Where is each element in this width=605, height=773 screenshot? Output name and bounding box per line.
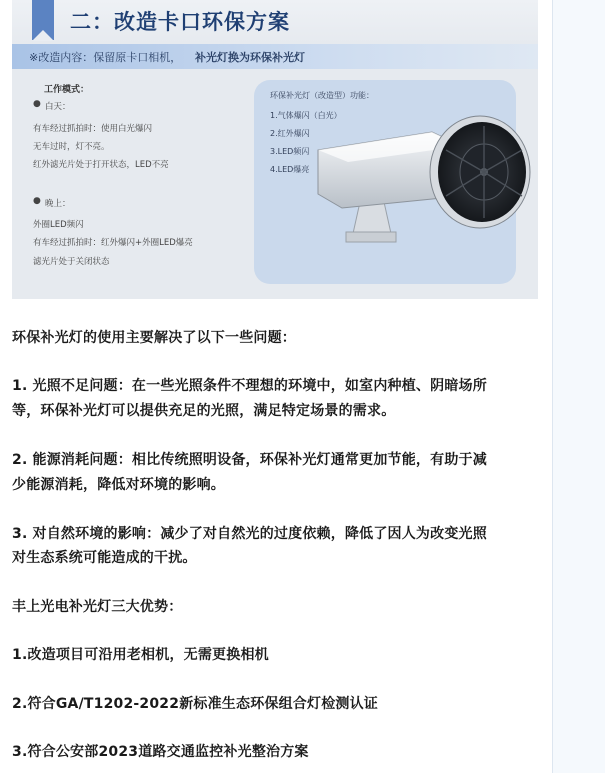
night-line-3: 滤光片处于关闭状态 (33, 257, 110, 267)
article-content (12, 0, 538, 760)
right-sidebar (552, 0, 605, 773)
bullet-icon: ● (33, 196, 41, 206)
panel-item-2: 2.红外爆闪 (270, 129, 310, 138)
problem-1-line-1: 1. 光照不足问题：在一些光照条件不理想的环境中，如室内种植、阴暗场所 (12, 378, 487, 394)
day-line-1: 有车经过抓拍时：使用白光爆闪 (33, 124, 153, 134)
problem-3-line-2: 对生态系统可能造成的干扰。 (12, 550, 197, 566)
problem-2-line-1: 2. 能源消耗问题：相比传统照明设备，环保补光灯通常更加节能，有助于减 (12, 452, 487, 468)
slide-subtitle-prefix: ※改造内容：保留原卡口相机， (29, 51, 182, 64)
advantage-3: 3.符合公安部2023道路交通监控补光整治方案 (12, 744, 309, 760)
work-mode-title: 工作模式： (44, 85, 90, 95)
problem-2-line-2: 少能源消耗，降低对环境的影响。 (12, 477, 225, 493)
day-label: 白天： (45, 102, 71, 112)
panel-item-4: 4.LED爆亮 (270, 165, 310, 174)
advantages-title: 丰上光电补光灯三大优势： (12, 599, 183, 615)
night-label: 晚上： (45, 199, 71, 209)
fill-light-device-image (312, 110, 532, 250)
panel-item-1: 1.气体爆闪（白光） (270, 111, 342, 120)
bullet-icon: ● (33, 99, 41, 109)
problem-3-line-1: 3. 对自然环境的影响：减少了对自然光的过度依赖，降低了因人为改变光照 (12, 526, 487, 542)
advantage-1: 1.改造项目可沿用老相机，无需更换相机 (12, 647, 269, 663)
night-line-1: 外圈LED频闪 (33, 220, 84, 230)
slide-subtitle-emphasis: 补光灯换为环保补光灯 (195, 51, 305, 64)
slide-subtitle-bar (12, 44, 538, 69)
advantage-2: 2.符合GA/T1202-2022新标准生态环保组合灯检测认证 (12, 696, 378, 712)
night-line-2: 有车经过抓拍时：红外爆闪+外圈LED爆亮 (33, 238, 193, 248)
slide-image (12, 0, 538, 299)
panel-item-3: 3.LED频闪 (270, 147, 310, 156)
intro-paragraph: 环保补光灯的使用主要解决了以下一些问题： (12, 330, 296, 346)
day-line-2: 无车过时，灯不亮。 (33, 142, 110, 152)
panel-title: 环保补光灯（改造型）功能： (270, 91, 374, 100)
day-line-3: 红外滤光片处于打开状态，LED不亮 (33, 160, 169, 170)
problem-1-line-2: 等，环保补光灯可以提供充足的光照，满足特定场景的需求。 (12, 403, 396, 419)
slide-title: 二：改造卡口环保方案 (70, 10, 290, 34)
bookmark-icon (32, 0, 54, 40)
